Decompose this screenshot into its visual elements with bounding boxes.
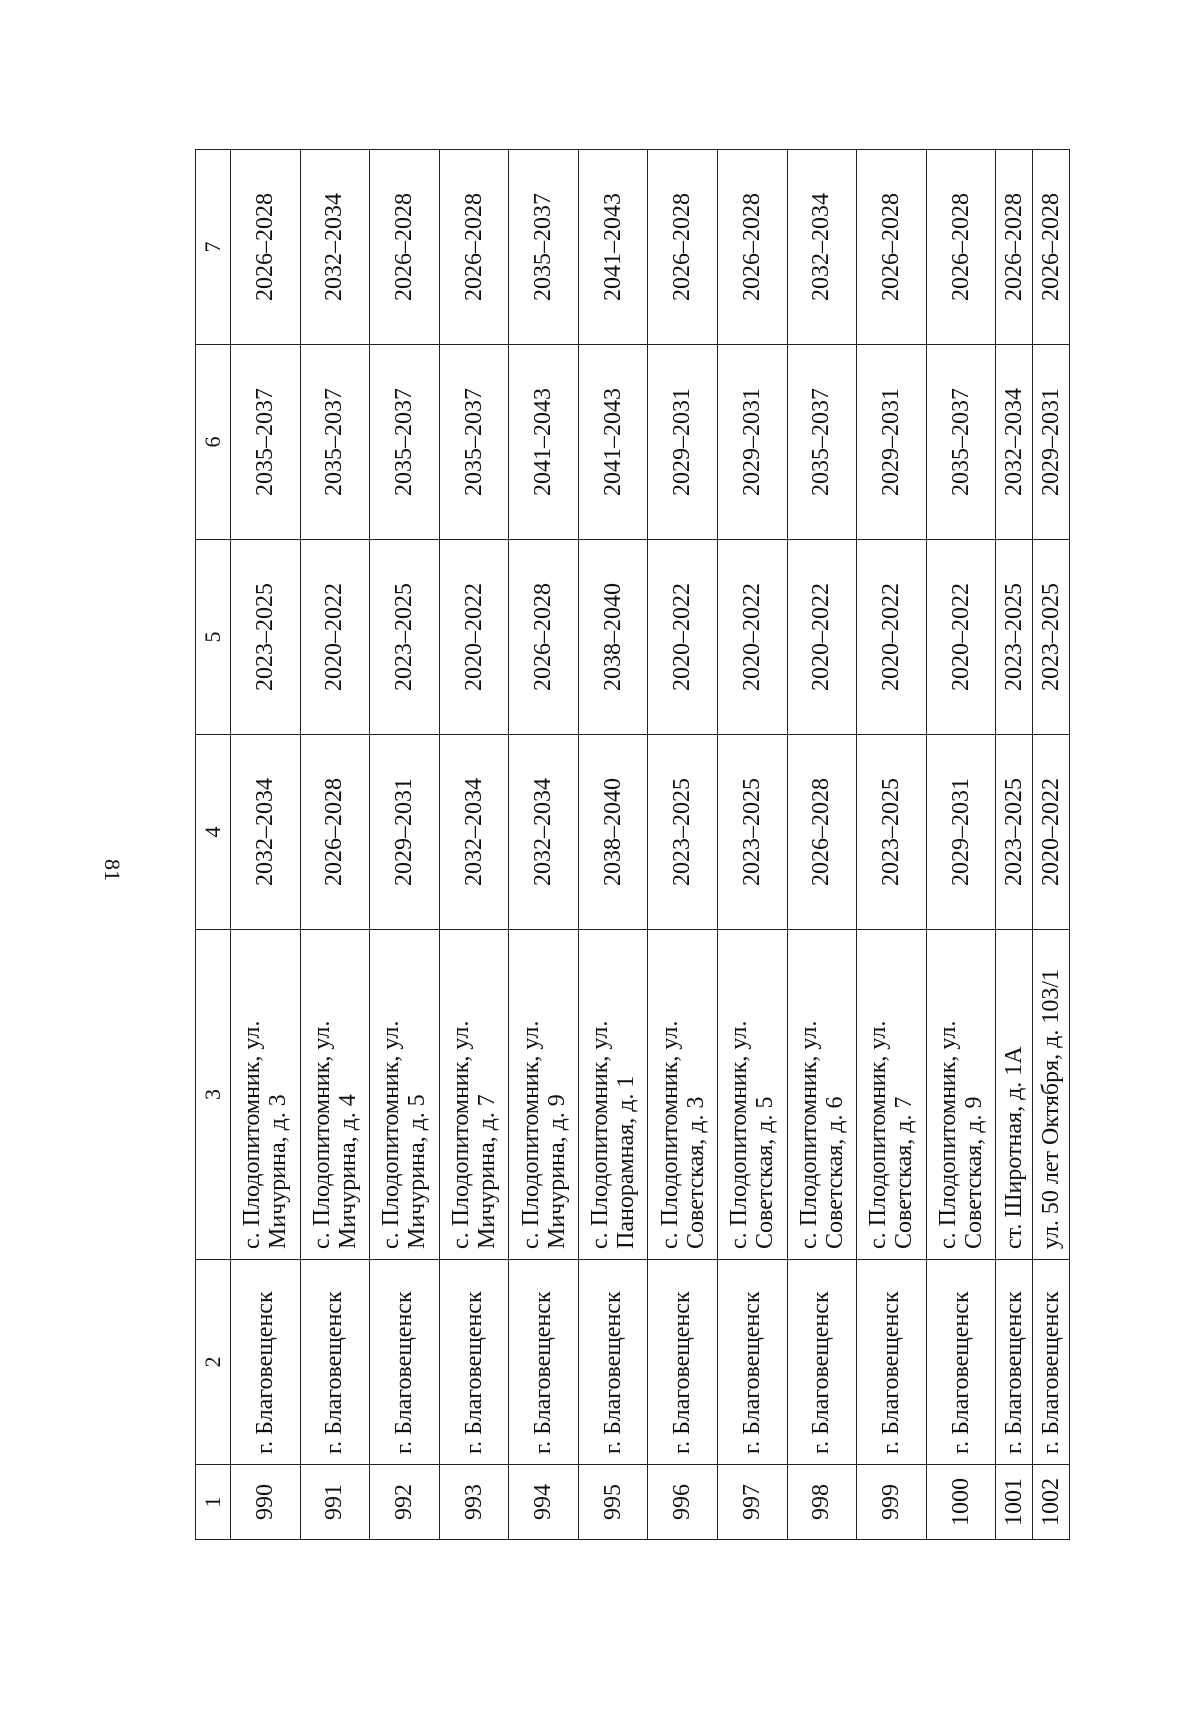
row-number: 995	[578, 1465, 648, 1540]
period-cell-4: 2023–2025	[857, 735, 927, 930]
period-cell-7: 2026–2028	[1033, 150, 1070, 345]
period-cell-6: 2029–2031	[1033, 345, 1070, 540]
period-cell-7: 2026–2028	[857, 150, 927, 345]
city-cell: г. Благовещенск	[857, 1260, 927, 1465]
period-cell-7: 2026–2028	[996, 150, 1033, 345]
page-number: 81	[100, 859, 125, 881]
header-col-7: 7	[196, 150, 231, 345]
period-cell-5: 2038–2040	[578, 540, 648, 735]
city-cell: г. Благовещенск	[648, 1260, 718, 1465]
table-row	[509, 150, 579, 1540]
city-cell: г. Благовещенск	[300, 1260, 370, 1465]
header-col-3: 3	[196, 930, 231, 1260]
period-cell-6: 2041–2043	[509, 345, 579, 540]
city-cell: г. Благовещенск	[926, 1260, 996, 1465]
header-col-6: 6	[196, 345, 231, 540]
address-cell: с. Плодопитомник, ул. Мичурина, д. 7	[439, 930, 509, 1260]
period-cell-4: 2032–2034	[509, 735, 579, 930]
period-cell-6: 2041–2043	[578, 345, 648, 540]
header-row	[196, 150, 231, 1540]
period-cell-7: 2026–2028	[718, 150, 788, 345]
city-cell: г. Благовещенск	[787, 1260, 857, 1465]
period-cell-4: 2020–2022	[1033, 735, 1070, 930]
header-col-5: 5	[196, 540, 231, 735]
period-cell-4: 2026–2028	[787, 735, 857, 930]
period-cell-5: 2023–2025	[996, 540, 1033, 735]
address-cell: с. Плодопитомник, ул. Советская, д. 5	[718, 930, 788, 1260]
city-cell: г. Благовещенск	[370, 1260, 440, 1465]
period-cell-6: 2029–2031	[718, 345, 788, 540]
period-cell-4: 2038–2040	[578, 735, 648, 930]
period-cell-4: 2029–2031	[926, 735, 996, 930]
period-cell-4: 2032–2034	[231, 735, 301, 930]
period-cell-5: 2020–2022	[300, 540, 370, 735]
header-col-2: 2	[196, 1260, 231, 1465]
header-col-4: 4	[196, 735, 231, 930]
period-cell-4: 2026–2028	[300, 735, 370, 930]
row-number: 998	[787, 1465, 857, 1540]
period-cell-4: 2023–2025	[718, 735, 788, 930]
period-cell-7: 2032–2034	[787, 150, 857, 345]
address-cell: с. Плодопитомник, ул. Советская, д. 9	[926, 930, 996, 1260]
period-cell-4: 2023–2025	[996, 735, 1033, 930]
city-cell: г. Благовещенск	[578, 1260, 648, 1465]
row-number: 990	[231, 1465, 301, 1540]
period-cell-7: 2032–2034	[300, 150, 370, 345]
address-cell: с. Плодопитомник, ул. Советская, д. 7	[857, 930, 927, 1260]
period-cell-4: 2032–2034	[439, 735, 509, 930]
period-cell-5: 2023–2025	[370, 540, 440, 735]
row-number: 996	[648, 1465, 718, 1540]
address-cell: ст. Широтная, д. 1А	[996, 930, 1033, 1260]
city-cell: г. Благовещенск	[231, 1260, 301, 1465]
address-cell: с. Плодопитомник, ул. Мичурина, д. 5	[370, 930, 440, 1260]
period-cell-7: 2026–2028	[231, 150, 301, 345]
table-row	[578, 150, 648, 1540]
table-row	[1033, 150, 1070, 1540]
table-row	[926, 150, 996, 1540]
period-cell-7: 2026–2028	[648, 150, 718, 345]
period-cell-4: 2023–2025	[648, 735, 718, 930]
period-cell-7: 2026–2028	[926, 150, 996, 345]
address-cell: с. Плодопитомник, ул. Советская, д. 6	[787, 930, 857, 1260]
address-cell: с. Плодопитомник, ул. Панорамная, д. 1	[578, 930, 648, 1260]
address-cell: с. Плодопитомник, ул. Мичурина, д. 3	[231, 930, 301, 1260]
period-cell-5: 2020–2022	[926, 540, 996, 735]
city-cell: г. Благовещенск	[1033, 1260, 1070, 1465]
period-cell-5: 2020–2022	[857, 540, 927, 735]
table-row	[439, 150, 509, 1540]
address-cell: с. Плодопитомник, ул. Мичурина, д. 9	[509, 930, 579, 1260]
period-cell-5: 2020–2022	[718, 540, 788, 735]
table-row	[370, 150, 440, 1540]
period-cell-6: 2035–2037	[231, 345, 301, 540]
table-row	[231, 150, 301, 1540]
rotated-table-container	[195, 150, 1070, 1540]
data-table	[195, 149, 1070, 1540]
address-cell: с. Плодопитомник, ул. Мичурина, д. 4	[300, 930, 370, 1260]
period-cell-6: 2035–2037	[300, 345, 370, 540]
period-cell-7: 2026–2028	[439, 150, 509, 345]
period-cell-7: 2035–2037	[509, 150, 579, 345]
period-cell-6: 2035–2037	[926, 345, 996, 540]
period-cell-5: 2023–2025	[1033, 540, 1070, 735]
header-col-1: 1	[196, 1465, 231, 1540]
period-cell-6: 2035–2037	[787, 345, 857, 540]
row-number: 1002	[1033, 1465, 1070, 1540]
period-cell-6: 2029–2031	[857, 345, 927, 540]
period-cell-6: 2032–2034	[996, 345, 1033, 540]
period-cell-5: 2020–2022	[439, 540, 509, 735]
period-cell-7: 2041–2043	[578, 150, 648, 345]
period-cell-5: 2020–2022	[648, 540, 718, 735]
city-cell: г. Благовещенск	[509, 1260, 579, 1465]
period-cell-5: 2020–2022	[787, 540, 857, 735]
row-number: 997	[718, 1465, 788, 1540]
period-cell-6: 2035–2037	[370, 345, 440, 540]
row-number: 1001	[996, 1465, 1033, 1540]
period-cell-6: 2029–2031	[648, 345, 718, 540]
period-cell-5: 2026–2028	[509, 540, 579, 735]
period-cell-4: 2029–2031	[370, 735, 440, 930]
row-number: 994	[509, 1465, 579, 1540]
table-row	[300, 150, 370, 1540]
row-number: 1000	[926, 1465, 996, 1540]
address-cell: с. Плодопитомник, ул. Советская, д. 3	[648, 930, 718, 1260]
row-number: 999	[857, 1465, 927, 1540]
table-row	[787, 150, 857, 1540]
period-cell-7: 2026–2028	[370, 150, 440, 345]
row-number: 991	[300, 1465, 370, 1540]
period-cell-5: 2023–2025	[231, 540, 301, 735]
address-cell: ул. 50 лет Октября, д. 103/1	[1033, 930, 1070, 1260]
table-row	[648, 150, 718, 1540]
table-row	[718, 150, 788, 1540]
city-cell: г. Благовещенск	[718, 1260, 788, 1465]
city-cell: г. Благовещенск	[439, 1260, 509, 1465]
row-number: 992	[370, 1465, 440, 1540]
table-row	[996, 150, 1033, 1540]
city-cell: г. Благовещенск	[996, 1260, 1033, 1465]
table-row	[857, 150, 927, 1540]
period-cell-6: 2035–2037	[439, 345, 509, 540]
row-number: 993	[439, 1465, 509, 1540]
